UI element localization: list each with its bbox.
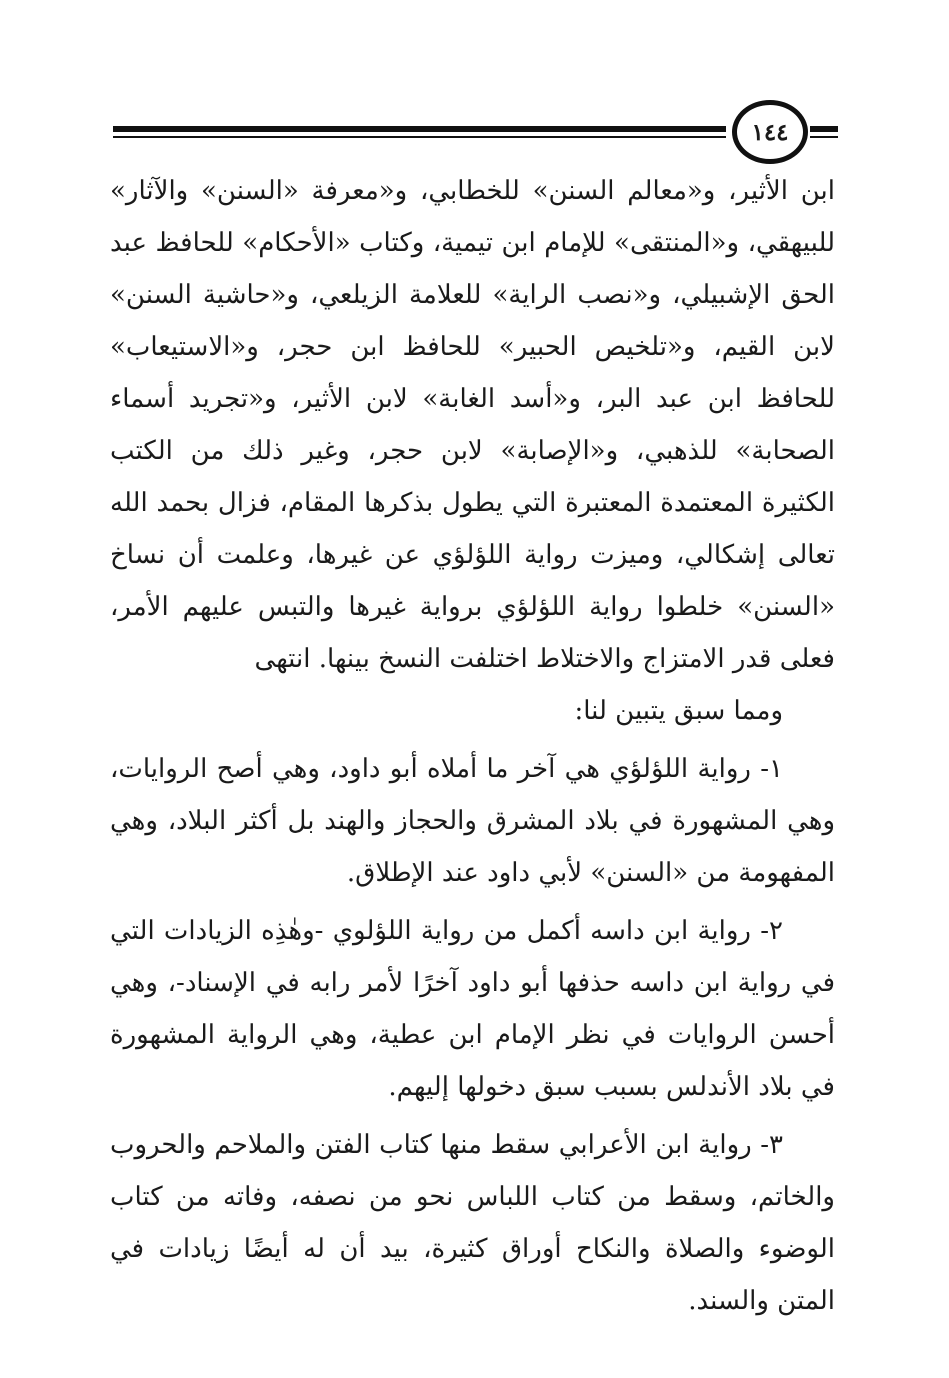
list-item-2: ٢- رواية ابن داسه أكمل من رواية اللؤلوي -وهٰذِه الزيادات التي في رواية ابن داسه حذفها أبو داود آخرًا لأمر رابه في الإسناد-، وهي أحسن الروايات في نظر الإمام ابن عطية، وهي الرواية المشهورة في بلاد الأندلس بسبب سبق دخولها إليهم. [110,916,835,1102]
header-rule-thick [113,126,726,132]
page-header [113,100,838,170]
page-number-badge [732,100,808,164]
list-item-3: ٣- رواية ابن الأعرابي سقط منها كتاب الفتن والملاحم والحروب والخاتم، وسقط من كتاب اللباس نحو من نصفه، وفاته من كتاب الوضوء والصلاة والنكاح أوراق كثيرة، بيد أن له أيضًا زيادات في المتن والسند. [110,1130,835,1316]
header-rule-right-thin [810,136,838,138]
list-item-1: ١- رواية اللؤلؤي هي آخر ما أملاه أبو داود، وهي أصح الروايات، وهي المشهورة في بلاد المشرق والحجاز والهند بل أكثر البلاد، وهي المفهومة من «السنن» لأبي داود عند الإطلاق. [110,754,835,888]
header-rule-right [810,126,838,132]
header-rule-thin [113,136,726,138]
page-number: ١٤٤ [751,118,789,146]
paragraph-continuation: ابن الأثير، و«معالم السنن» للخطابي، و«معرفة «السنن» والآثار» للبيهقي، و«المنتقى» للإمام ابن تيمية، وكتاب «الأحكام» للحافظ عبد الحق الإشبيلي، و«نصب الراية» للعلامة الزيلعي، و«حاشية السنن» لابن القيم، و«تلخيص الحبير» للحافظ ابن حجر، و«الاستيعاب» للحافظ ابن عبد البر، و«أسد الغابة» لابن الأثير، و«تجريد أسماء الصحابة» للذهبي، و«الإصابة» لابن حجر، وغير ذلك من الكتب الكثيرة المعتمدة المعتبرة التي يطول بذكرها المقام، فزال بحمد الله تعالى إشكالي، وميزت رواية اللؤلؤي عن غيرها، وعلمت أن نساخ «السنن» خلطوا رواية اللؤلؤي برواية غيرها والتبس عليهم الأمر، فعلى قدر الامتزاج والاختلاط اختلفت النسخ بينها. انتهى [110,176,835,674]
page-body [110,165,835,1327]
intro-line: ومما سبق يتبين لنا: [574,696,783,726]
